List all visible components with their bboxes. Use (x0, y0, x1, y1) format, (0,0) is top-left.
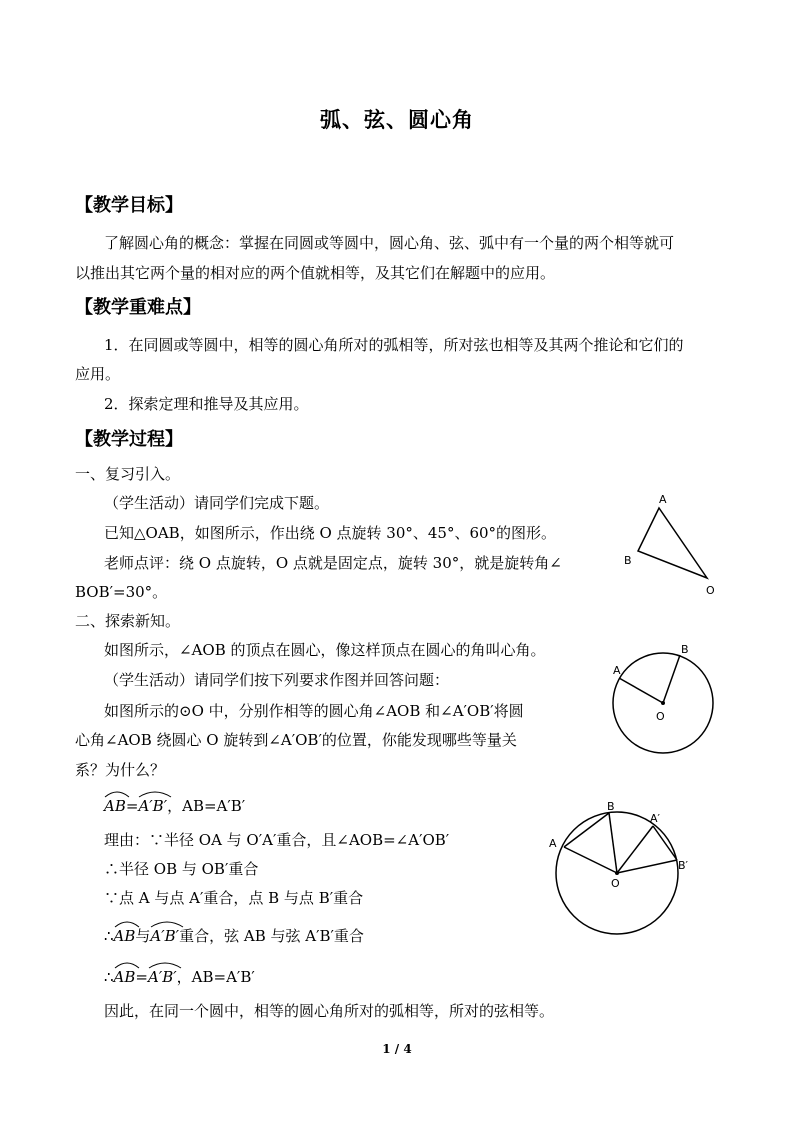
part2-question-line-2: 心角∠AOB 绕圆心 O 旋转到∠A′OB′的位置，你能发现哪些等量关 (75, 731, 517, 749)
tri-label-o: O (706, 584, 715, 597)
section-teaching-process: 【教学过程】 (75, 429, 183, 450)
part2-question-line-3: 系？为什么？ (75, 761, 166, 779)
c2-label-b1: B′ (678, 859, 689, 872)
tri-label-b: B (624, 554, 632, 567)
tri-label-a: A (659, 493, 667, 506)
part1-comment-line-2: BOB′=30°。 (75, 583, 168, 601)
reason-4: ∴ AB与 A′B′重合，弦 AB 与弦 A′B′重合 (104, 922, 364, 946)
part1-activity: （学生活动）请同学们完成下题。 (104, 494, 330, 512)
reason-3: ∵点 A 与点 A′重合，点 B 与点 B′重合 (104, 889, 364, 907)
goal-line-2: 以推出其它两个量的相对应的两个值就相等，及其它们在解题中的应用。 (75, 264, 556, 282)
part2-question-line-1: 如图所示的⊙O 中，分别作相等的圆心角∠AOB 和∠A′OB′将圆 (104, 702, 524, 720)
rotated-angle-figure (540, 798, 700, 938)
reason-2: ∴半径 OB 与 OB′重合 (104, 860, 259, 878)
c1-label-b: B (681, 643, 689, 656)
part2-heading: 二、探索新知。 (75, 612, 181, 630)
page-title: 弧、弦、圆心角 (320, 107, 474, 132)
part1-task: 已知△OAB，如图所示，作出绕 O 点旋转 30°、45°、60°的图形。 (104, 524, 557, 542)
reason-5: ∴ AB= A′B′，AB=A′B′ (104, 963, 255, 987)
key-item-1-line-1: 1．在同圆或等圆中，相等的圆心角所对的弧相等，所对弦也相等及其两个推论和它们的 (104, 336, 684, 354)
c2-label-o: O (611, 877, 620, 890)
goal-line-1: 了解圆心角的概念：掌握在同圆或等圆中，圆心角、弦、弧中有一个量的两个相等就可 (104, 234, 675, 252)
c2-label-b: B (607, 800, 615, 813)
arc-ab: AB (104, 792, 126, 816)
central-angle-figure (600, 638, 730, 758)
part1-heading: 一、复习引入。 (75, 465, 181, 483)
reason-1: 理由：∵半径 OA 与 O′A′重合，且∠AOB=∠A′OB′ (104, 831, 450, 849)
c2-label-a: A (549, 837, 557, 850)
c1-label-o: O (656, 710, 665, 723)
section-teaching-goal: 【教学目标】 (75, 195, 183, 216)
key-item-2: 2．探索定理和推导及其应用。 (104, 395, 309, 413)
c1-label-a: A (613, 664, 621, 677)
part2-definition: 如图所示，∠AOB 的顶点在圆心，像这样顶点在圆心的角叫心角。 (104, 641, 546, 659)
part2-activity: （学生活动）请同学们按下列要求作图并回答问题： (104, 671, 450, 689)
conclusion: 因此，在同一个圆中，相等的圆心角所对的弧相等，所对的弦相等。 (104, 1002, 555, 1020)
arc-a1b1: A′B′ (138, 792, 167, 816)
triangle-figure (615, 490, 725, 605)
page-number: 1 / 4 (382, 1042, 412, 1056)
part1-comment-line-1: 老师点评：绕 O 点旋转，O 点就是固定点，旋转 30°，就是旋转角∠ (104, 554, 562, 572)
section-key-points: 【教学重难点】 (75, 297, 201, 318)
key-item-1-line-2: 应用。 (75, 365, 121, 383)
arc-equality-line: AB= A′B′，AB=A′B′ (104, 792, 245, 816)
c2-label-a1: A′ (650, 812, 661, 825)
